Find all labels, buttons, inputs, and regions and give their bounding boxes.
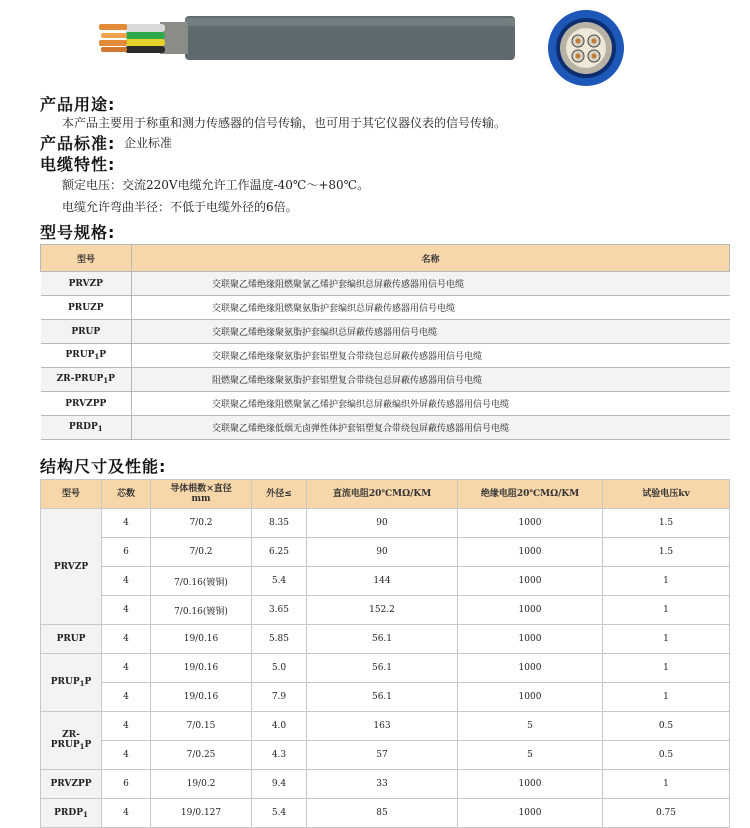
model-code-text: PRVZP [53, 561, 89, 572]
spec-dc-resistance: 85 [307, 799, 458, 828]
model-row [41, 368, 730, 392]
spec-dc-resistance: 144 [307, 567, 458, 596]
spec-row [41, 538, 730, 567]
model-code-subscript: 1 [97, 424, 103, 433]
spec-row [41, 509, 730, 538]
spec-insulation-resistance: 1000 [458, 799, 603, 828]
model-code-text: PRUP [56, 634, 86, 644]
model-table [40, 244, 730, 440]
spec-insulation-resistance: 1000 [458, 509, 603, 538]
spec-cores: 4 [102, 654, 151, 683]
model-name: 交联聚乙烯绝缘聚氨脂护套铝塑复合带绕包总屏蔽传感器用信号电缆 [132, 344, 730, 368]
standard-text: 企业标准 [124, 136, 173, 150]
spec-col-cores: 芯数 [102, 480, 151, 509]
spec-row [41, 741, 730, 770]
model-code-suffix: P [84, 677, 92, 687]
standard-heading: 产品标准: [40, 134, 116, 153]
spec-test-voltage: 0.5 [603, 741, 730, 770]
model-code-text: PRUP [65, 350, 95, 360]
spec-dc-resistance: 56.1 [307, 683, 458, 712]
spec-dc-resistance: 90 [307, 509, 458, 538]
spec-test-voltage: 1 [603, 654, 730, 683]
model-name: 交联聚乙烯绝缘阻燃聚氯乙烯护套编织总屏蔽编织外屏蔽传感器用信号电缆 [132, 392, 730, 416]
spec-col-insulation-resistance: 绝缘电阻20℃MΩ/KM [458, 480, 603, 509]
spec-row [41, 712, 730, 741]
cable-cross-section [546, 8, 626, 88]
spec-conductor: 7/0.2 [151, 538, 252, 567]
spec-col-conductor-unit: mm [191, 494, 211, 504]
spec-dc-resistance: 56.1 [307, 625, 458, 654]
spec-cores: 4 [102, 509, 151, 538]
model-code-text: PRUP [50, 677, 80, 687]
model-code-suffix: P [84, 740, 92, 750]
spec-cores: 6 [102, 538, 151, 567]
model-code [41, 320, 132, 344]
spec-model-group [41, 799, 102, 828]
model-code-text: PRUP [71, 326, 101, 337]
model-code [41, 368, 132, 392]
spec-model-group [41, 509, 102, 625]
spec-col-conductor [151, 480, 252, 509]
spec-conductor: 19/0.127 [151, 799, 252, 828]
model-code-subscript: 1 [103, 376, 109, 385]
model-code [41, 416, 132, 440]
model-code-text: PRVZPP [50, 779, 92, 789]
usage-text: 本产品主要用于称重和测力传感器的信号传输，也可用于其它仪器仪表的信号传输。 [62, 116, 507, 130]
spec-test-voltage: 1 [603, 683, 730, 712]
spec-test-voltage: 1 [603, 567, 730, 596]
spec-col-od: 外径≤ [252, 480, 307, 509]
spec-col-conductor-label: 导体根数×直径 [170, 484, 232, 494]
spec-outer-diameter: 4.3 [252, 741, 307, 770]
spec-row [41, 625, 730, 654]
model-code-text: ZR-PRUP [50, 730, 80, 750]
spec-outer-diameter: 6.25 [252, 538, 307, 567]
model-row [41, 296, 730, 320]
model-code [41, 392, 132, 416]
model-code-suffix: P [108, 374, 115, 384]
spec-test-voltage: 1 [603, 625, 730, 654]
spec-conductor: 19/0.16 [151, 654, 252, 683]
model-name: 阻燃聚乙烯绝缘聚氨脂护套铝塑复合带绕包总屏蔽传感器用信号电缆 [132, 368, 730, 392]
model-table-header [41, 245, 730, 272]
usage-heading: 产品用途: [40, 95, 116, 114]
spec-cores: 4 [102, 799, 151, 828]
spec-dc-resistance: 90 [307, 538, 458, 567]
model-name: 交联聚乙烯绝缘聚氨脂护套编织总屏蔽传感器用信号电缆 [132, 320, 730, 344]
model-col-name: 名称 [132, 245, 730, 272]
spec-insulation-resistance: 1000 [458, 538, 603, 567]
spec-conductor: 19/0.16 [151, 683, 252, 712]
spec-test-voltage: 1 [603, 596, 730, 625]
model-code-text: PRDP [68, 422, 98, 432]
model-code-subscript: 1 [79, 679, 85, 688]
spec-dc-resistance: 57 [307, 741, 458, 770]
spec-dc-resistance: 163 [307, 712, 458, 741]
spec-conductor: 7/0.2 [151, 509, 252, 538]
spec-model-group [41, 712, 102, 770]
properties-line-1: 额定电压：交流220V电缆允许工作温度-40℃～+80℃。 [62, 178, 370, 192]
specs-heading: 结构尺寸及性能: [40, 457, 167, 476]
model-code-subscript: 1 [94, 352, 100, 361]
models-heading: 型号规格: [40, 223, 116, 242]
spec-insulation-resistance: 1000 [458, 654, 603, 683]
spec-conductor: 7/0.16(镀铜) [151, 596, 252, 625]
spec-outer-diameter: 5.4 [252, 567, 307, 596]
spec-cores: 4 [102, 596, 151, 625]
spec-table-header [41, 480, 730, 509]
cable-illustration [95, 12, 515, 64]
model-code-text: ZR-PRUP [56, 374, 104, 384]
spec-cores: 6 [102, 770, 151, 799]
spec-outer-diameter: 9.4 [252, 770, 307, 799]
spec-insulation-resistance: 1000 [458, 567, 603, 596]
spec-dc-resistance: 33 [307, 770, 458, 799]
spec-cores: 4 [102, 741, 151, 770]
model-code [41, 296, 132, 320]
model-code-text: PRVZPP [65, 398, 107, 409]
spec-col-model: 型号 [41, 480, 102, 509]
model-code [41, 272, 132, 296]
spec-insulation-resistance: 5 [458, 741, 603, 770]
model-code-text: PRDP [54, 807, 83, 818]
spec-test-voltage: 0.5 [603, 712, 730, 741]
spec-test-voltage: 1.5 [603, 509, 730, 538]
spec-conductor: 19/0.16 [151, 625, 252, 654]
spec-conductor: 7/0.25 [151, 741, 252, 770]
spec-insulation-resistance: 1000 [458, 596, 603, 625]
spec-cores: 4 [102, 683, 151, 712]
model-name: 交联聚乙烯绝缘低烟无卤弹性体护套铝塑复合带绕包屏蔽传感器用信号电缆 [132, 416, 730, 440]
spec-test-voltage: 1 [603, 770, 730, 799]
spec-conductor: 7/0.16(镀铜) [151, 567, 252, 596]
spec-test-voltage: 1.5 [603, 538, 730, 567]
spec-outer-diameter: 5.85 [252, 625, 307, 654]
spec-conductor: 19/0.2 [151, 770, 252, 799]
model-row [41, 416, 730, 440]
spec-row [41, 683, 730, 712]
spec-table [40, 479, 730, 828]
spec-row [41, 567, 730, 596]
spec-row [41, 770, 730, 799]
spec-row [41, 596, 730, 625]
spec-outer-diameter: 5.4 [252, 799, 307, 828]
spec-outer-diameter: 7.9 [252, 683, 307, 712]
spec-col-test-voltage: 试验电压kv [603, 480, 730, 509]
spec-cores: 4 [102, 712, 151, 741]
model-code-text: PRUZP [68, 302, 104, 313]
model-row [41, 392, 730, 416]
model-name: 交联聚乙烯绝缘阻燃聚氯乙烯护套编织总屏蔽传感器用信号电缆 [132, 272, 730, 296]
model-code-subscript: 1 [79, 742, 85, 751]
spec-outer-diameter: 8.35 [252, 509, 307, 538]
spec-row [41, 799, 730, 828]
properties-line-2: 电缆允许弯曲半径：不低于电缆外径的6倍。 [62, 200, 298, 214]
model-row [41, 320, 730, 344]
spec-outer-diameter: 3.65 [252, 596, 307, 625]
spec-model-group [41, 625, 102, 654]
spec-cores: 4 [102, 625, 151, 654]
model-code [41, 344, 132, 368]
spec-insulation-resistance: 1000 [458, 683, 603, 712]
model-code-suffix: P [99, 350, 107, 360]
spec-test-voltage: 0.75 [603, 799, 730, 828]
spec-dc-resistance: 56.1 [307, 654, 458, 683]
properties-heading: 电缆特性: [40, 155, 116, 174]
spec-insulation-resistance: 5 [458, 712, 603, 741]
spec-insulation-resistance: 1000 [458, 770, 603, 799]
spec-outer-diameter: 4.0 [252, 712, 307, 741]
spec-dc-resistance: 152.2 [307, 596, 458, 625]
model-col-code: 型号 [41, 245, 132, 272]
spec-model-group [41, 770, 102, 799]
spec-model-group [41, 654, 102, 712]
model-row [41, 344, 730, 368]
model-code-subscript: 1 [82, 809, 88, 819]
spec-cores: 4 [102, 567, 151, 596]
spec-row [41, 654, 730, 683]
spec-outer-diameter: 5.0 [252, 654, 307, 683]
model-code-text: PRVZP [68, 278, 103, 289]
model-row [41, 272, 730, 296]
spec-insulation-resistance: 1000 [458, 625, 603, 654]
spec-conductor: 7/0.15 [151, 712, 252, 741]
model-name: 交联聚乙烯绝缘阻燃聚氨脂护套编织总屏蔽传感器用信号电缆 [132, 296, 730, 320]
spec-col-dc-resistance: 直流电阻20℃MΩ/KM [307, 480, 458, 509]
